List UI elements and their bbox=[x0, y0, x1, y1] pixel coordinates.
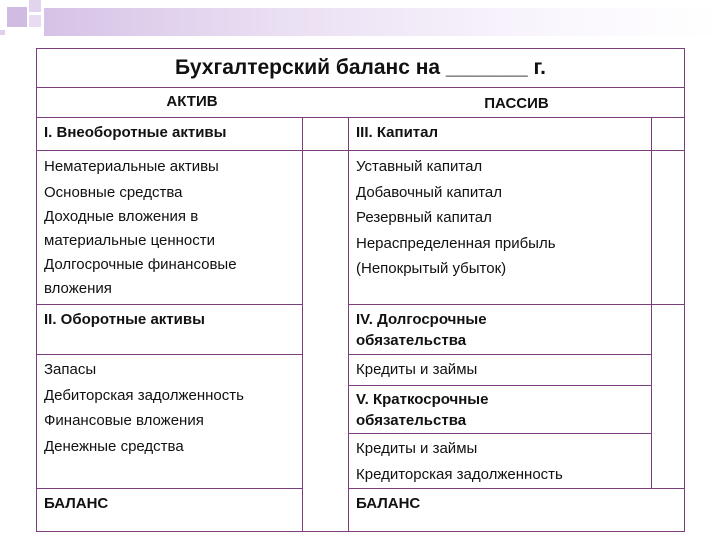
table-divider bbox=[348, 385, 651, 386]
list-item: материальные ценности bbox=[44, 232, 215, 249]
list-item: Нераспределенная прибыль bbox=[356, 234, 556, 252]
section-title-current-assets: II. Оборотные активы bbox=[44, 311, 205, 328]
section-title-longterm-liabilities: IV. Долгосрочные обязательства bbox=[356, 311, 487, 349]
table-divider bbox=[348, 304, 685, 305]
table-divider bbox=[36, 304, 302, 305]
list-item: Добавочный капитал bbox=[356, 183, 503, 201]
decor-square bbox=[29, 15, 41, 27]
column-divider bbox=[302, 117, 303, 532]
column-header-assets: АКТИВ bbox=[166, 93, 218, 110]
table-divider bbox=[36, 354, 302, 355]
liabilities-total: БАЛАНС bbox=[356, 495, 421, 512]
table-divider bbox=[348, 433, 651, 434]
table-divider bbox=[36, 488, 302, 489]
table-divider bbox=[36, 117, 685, 118]
header-gradient-band bbox=[44, 8, 720, 36]
section-title-noncurrent-assets: I. Внеоборотные активы bbox=[44, 124, 227, 141]
list-item: Кредиторская задолженность bbox=[356, 465, 563, 483]
decor-square bbox=[0, 30, 5, 35]
table-divider bbox=[348, 354, 651, 355]
list-item: Денежные средства bbox=[44, 437, 184, 455]
list-item: Финансовые вложения bbox=[44, 412, 204, 429]
current-assets-list bbox=[44, 357, 244, 459]
column-divider bbox=[651, 117, 652, 488]
list-item: Долгосрочные финансовые bbox=[44, 256, 237, 273]
column-divider bbox=[348, 117, 349, 532]
table-divider bbox=[36, 150, 685, 151]
decor-square bbox=[29, 0, 41, 12]
section-title-capital: III. Капитал bbox=[356, 124, 439, 141]
shortterm-liabilities-list bbox=[356, 436, 563, 487]
list-item: Уставный капитал bbox=[356, 158, 483, 175]
table-divider bbox=[348, 488, 685, 489]
list-item: Запасы bbox=[44, 361, 97, 378]
list-item: Дебиторская задолженность bbox=[44, 386, 244, 404]
list-item: (Непокрытый убыток) bbox=[356, 260, 507, 277]
capital-list bbox=[356, 154, 556, 282]
list-item: Кредиты и займы bbox=[356, 361, 478, 378]
list-item: Кредиты и займы bbox=[356, 440, 478, 457]
decor-square bbox=[7, 7, 27, 27]
list-item: Резервный капитал bbox=[356, 209, 492, 226]
list-item: Нематериальные активы bbox=[44, 158, 219, 175]
column-header-liabilities: ПАССИВ bbox=[484, 95, 549, 112]
section-title-shortterm-liabilities: V. Краткосрочные обязательства bbox=[356, 391, 489, 429]
noncurrent-assets-list bbox=[44, 154, 237, 301]
list-item: вложения bbox=[44, 280, 112, 297]
list-item: Доходные вложения в bbox=[44, 208, 199, 225]
assets-total: БАЛАНС bbox=[44, 495, 109, 512]
page-title: Бухгалтерский баланс на _______ г. bbox=[175, 56, 546, 79]
table-divider bbox=[36, 87, 685, 88]
list-item: Основные средства bbox=[44, 183, 183, 201]
